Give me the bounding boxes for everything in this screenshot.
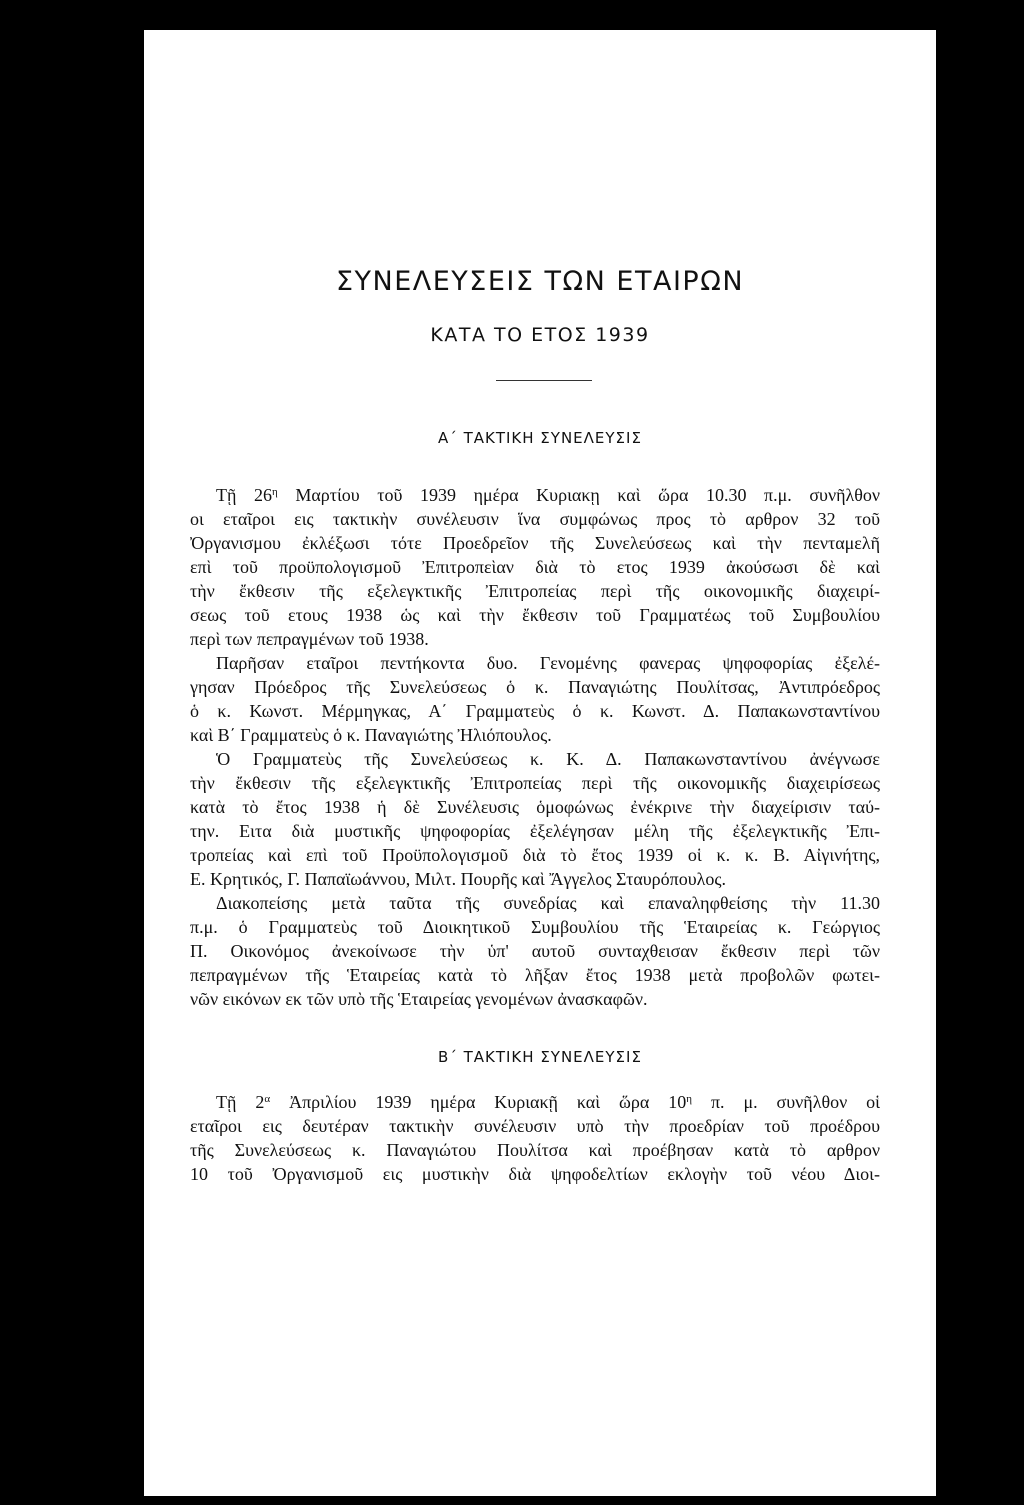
section-b-paragraph-1 [190, 1090, 880, 1186]
section-a-heading: Α΄ ΤΑΚΤΙΚΗ ΣΥΝΕΛΕΥΣΙΣ [438, 429, 642, 447]
date-prefix: Τῇ 2 [216, 1092, 265, 1112]
text-line: γησαν Πρόεδρος τῆς Συνελεύσεως ὁ κ. Παναγιώτης Πουλίτσας, Ἀντιπρόεδρος [190, 677, 880, 697]
text-line: την. Ειτα διὰ μυστικῆς ψηφοφορίας ἐξελέγησαν μέλη τῆς ἐξελεγκτικῆς Ἐπι- [190, 821, 880, 841]
text-fragment: Ἀπριλίου 1939 ημέρα Κυριακῇ καὶ ὥρα 10 [270, 1092, 687, 1112]
ordinal-suffix: α [264, 1093, 271, 1105]
text-line: κατὰ τὸ ἔτος 1938 ἡ δὲ Συνέλευσις ὁμοφώνως ἐνέκρινε τὴν διαχείρισιν ταύ- [190, 797, 880, 817]
text-line: περὶ των πεπραγμένων τοῦ 1938. [190, 629, 429, 649]
text-line: επὶ τοῦ προϋπολογισμοῦ Ἐπιτροπεὶαν διὰ τὸ ετος 1939 ἀκούσωσι δὲ καὶ [190, 557, 880, 577]
ordinal-suffix: η [271, 486, 278, 498]
text-line: σεως τοῦ ετους 1938 ὡς καὶ τὴν ἔκθεσιν τοῦ Γραμματέως τοῦ Συμβουλίου [190, 605, 880, 625]
section-b-heading: Β΄ ΤΑΚΤΙΚΗ ΣΥΝΕΛΕΥΣΙΣ [438, 1048, 642, 1066]
section-a-paragraph-2 [190, 651, 880, 747]
text-line: τροπείας καὶ επὶ τοῦ Προϋπολογισμοῦ διὰ τὸ ἔτος 1939 οἱ κ. κ. Β. Αἰγινήτης, [190, 845, 880, 865]
text-line: τὴν ἔκθεσιν τῆς εξελεγκτικῆς Ἐπιτροπείας περὶ τῆς οικονομικῆς διαχειρίσεως [190, 773, 880, 793]
text-line: τὴν ἔκθεσιν τῆς εξελεγκτικῆς Ἐπιτροπείας περὶ τῆς οικονομικῆς διαχειρί- [190, 581, 880, 601]
text-line: 10 τοῦ Ὀργανισμοῦ εις μυστικὴν διὰ ψηφοδελτίων εκλογὴν τοῦ νέου Διοι- [190, 1164, 880, 1184]
text-line [190, 483, 880, 507]
text-line [190, 1090, 880, 1114]
hour-suffix: η [686, 1093, 692, 1105]
text-line: Παρῆσαν εταῖροι πεντήκοντα δυο. Γενομένης φανερας ψηφοφορίας ἐξελέ- [216, 653, 880, 673]
text-line: νῶν εικόνων εκ τῶν υπὸ τῆς Ἑταιρείας γενομένων ἀνασκαφῶν. [190, 989, 648, 1009]
text-fragment: π. μ. συνῆλθον οἱ [692, 1092, 880, 1112]
text-line: Διακοπείσης μετὰ ταῦτα τῆς συνεδρίας καὶ επαναληφθείσης τὴν 11.30 [216, 893, 880, 913]
text-line: Π. Οικονόμος ἀνεκοίνωσε τὴν ὑπ' αυτοῦ συνταχθεισαν ἔκθεσιν περὶ τῶν [190, 941, 880, 961]
text-line: πεπραγμένων τῆς Ἑταιρείας κατὰ τὸ λῆξαν ἔτος 1938 μετὰ προβολῶν φωτει- [190, 965, 880, 985]
section-a-paragraph-3 [190, 747, 880, 891]
text-line: Ὁ Γραμματεὺς τῆς Συνελεύσεως κ. Κ. Δ. Παπακωνσταντίνου ἀνέγνωσε [216, 749, 880, 769]
text-line: οι εταῖροι εις τακτικὴν συνέλευσιν ἵνα συμφώνως προς τὸ αρθρον 32 τοῦ [190, 509, 880, 529]
text-fragment: Μαρτίου τοῦ 1939 ημέρα Κυριακῃ καὶ ὥρα 10.30 π.μ. συνῆλθον [277, 485, 880, 505]
text-line: ὁ κ. Κωνστ. Μέρμηγκας, Α΄ Γραμματεὺς ὁ κ. Κωνστ. Δ. Παπακωνσταντίνου [190, 701, 880, 721]
text-line: καὶ Β΄ Γραμματεὺς ὁ κ. Παναγιώτης Ἠλιόπουλος. [190, 725, 552, 745]
date-prefix: Τῇ 26 [216, 485, 272, 505]
text-line: τῆς Συνελεύσεως κ. Παναγιώτου Πουλίτσα καὶ προέβησαν κατὰ τὸ αρθρον [190, 1140, 880, 1160]
text-line: Ὀργανισμου ἐκλέξωσι τότε Προεδρεῖον τῆς Συνελεύσεως καὶ τὴν πενταμελῆ [190, 533, 880, 553]
section-a-paragraph-1 [190, 483, 880, 651]
title-divider [496, 380, 592, 381]
document-subtitle: ΚΑΤΑ ΤΟ ΕΤΟΣ 1939 [430, 324, 650, 346]
text-line: εταῖροι εις δευτέραν τακτικὴν συνέλευσιν υπὸ τὴν προεδρίαν τοῦ προέδρου [190, 1116, 880, 1136]
text-line: Ε. Κρητικός, Γ. Παπαϊωάννου, Μιλτ. Πουρῆς καὶ Ἄγγελος Σταυρόπουλος. [190, 869, 727, 889]
document-title: ΣΥΝΕΛΕΥΣΕΙΣ ΤΩΝ ΕΤΑΙΡΩΝ [335, 266, 745, 297]
document-page [144, 30, 936, 1496]
text-line: π.μ. ὁ Γραμματεὺς τοῦ Διοικητικοῦ Συμβουλίου τῆς Ἑταιρείας κ. Γεώργιος [190, 917, 880, 937]
section-a-paragraph-4 [190, 891, 880, 1011]
